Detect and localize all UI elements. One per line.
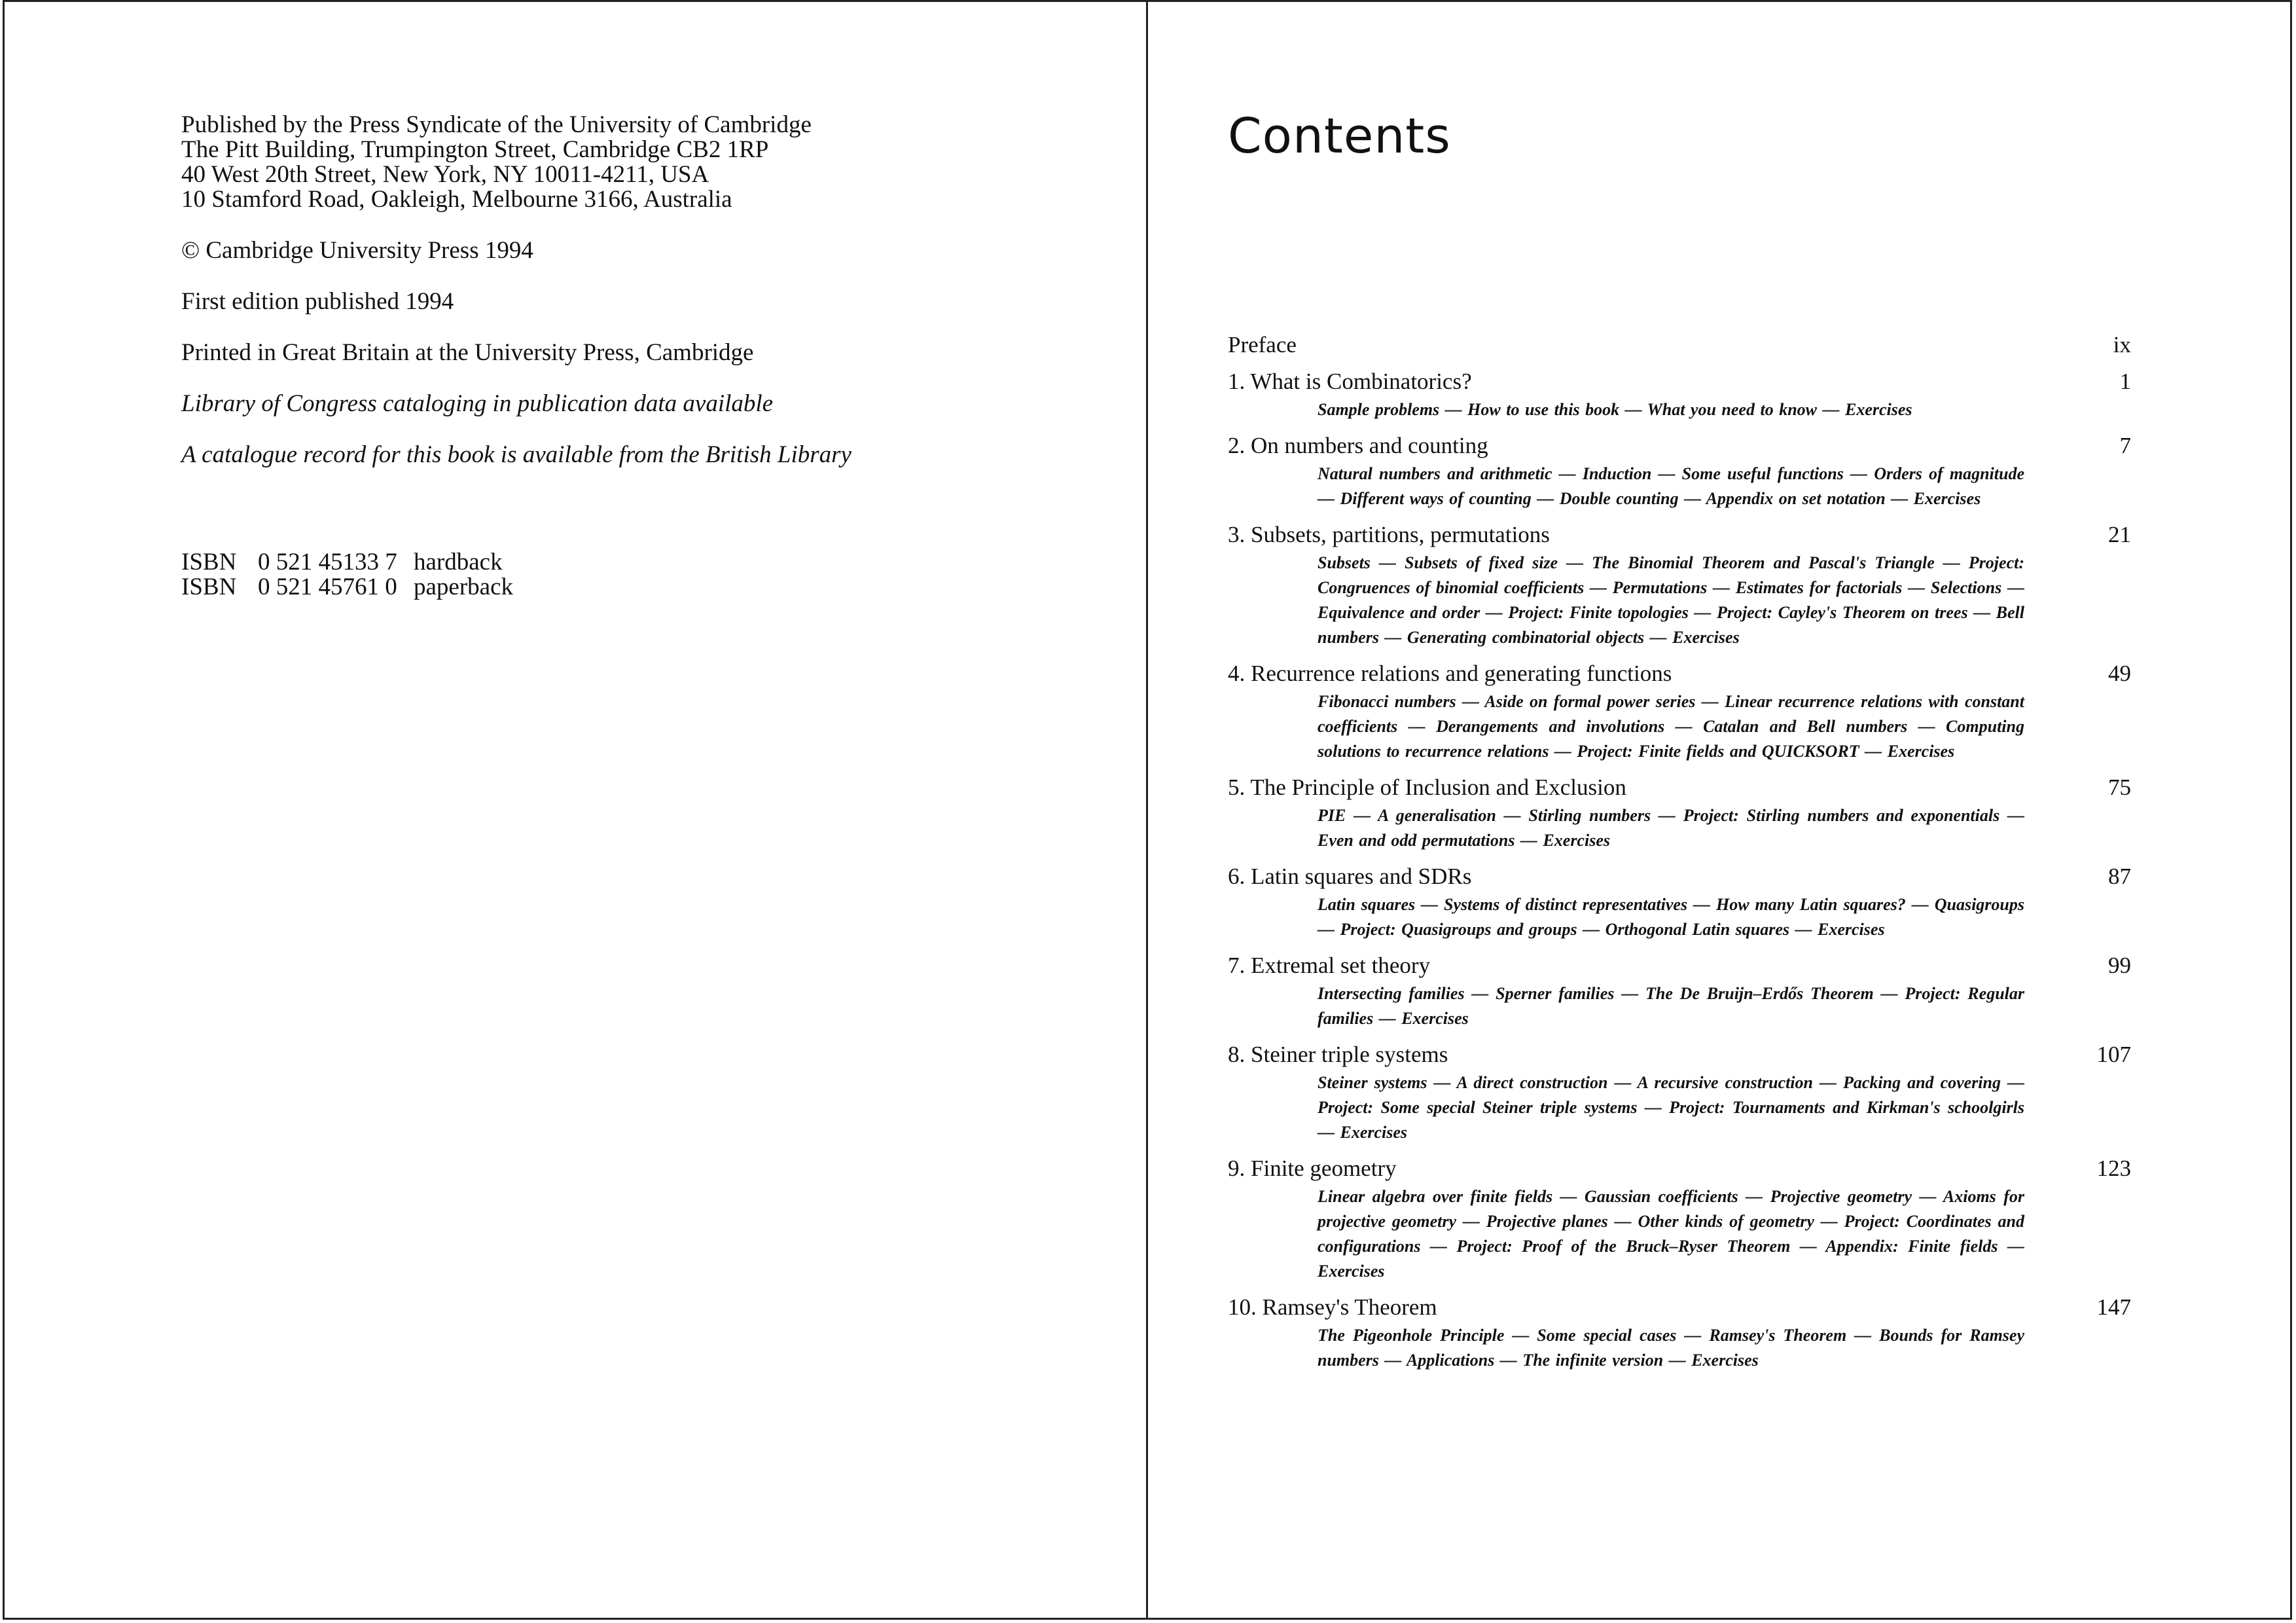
toc-entry-page: 123 (2096, 1156, 2131, 1181)
toc-entry-page: 107 (2096, 1042, 2131, 1067)
toc-entry-heading (1228, 1040, 2131, 1069)
toc-entry-title: 10. Ramsey's Theorem (1228, 1294, 1437, 1320)
isbn-number: 0 521 45761 0 (258, 574, 397, 600)
toc-entry-page: 7 (2119, 433, 2131, 458)
toc-entry-summary: Linear algebra over finite fields — Gaussian coefficients — Projective geometry — Axioms for projective geometry — Projective planes — Other kinds of geometry — Project: Coordinates and configurations — Project: Proof of the Bruck–Ryser Theorem — Appendix: Finite fields — Exercises (1318, 1187, 2024, 1281)
toc-entry-summary: Natural numbers and arithmetic — Induction — Some useful functions — Orders of magnitude — Different ways of counting — Double counting — Appendix on set notation — Exercises (1318, 464, 2024, 508)
toc-entry-title: 5. The Principle of Inclusion and Exclusion (1228, 775, 1626, 800)
toc-entry-heading (1228, 951, 2131, 980)
toc-entry-heading (1228, 1293, 2131, 1322)
toc-entry-heading (1228, 331, 2131, 359)
toc-entry-summary: Sample problems — How to use this book — What you need to know — Exercises (1318, 400, 1912, 419)
publisher-address-line: 40 West 20th Street, New York, NY 10011-4211, USA (181, 161, 709, 188)
toc-entry-page: 49 (2108, 661, 2131, 686)
toc-entry-preface (1228, 331, 2131, 359)
toc-entry-page: 1 (2119, 369, 2131, 394)
toc-entry-heading (1228, 862, 2131, 891)
copyright-page (181, 113, 1098, 600)
british-library-note: A catalogue record for this book is available from the British Library (181, 441, 852, 468)
library-of-congress-note: Library of Congress cataloging in publication data available (181, 390, 774, 417)
toc-entry-title: 6. Latin squares and SDRs (1228, 864, 1472, 889)
isbn-binding: paperback (414, 574, 514, 600)
toc-entry-page: 147 (2096, 1294, 2131, 1320)
publisher-address (181, 113, 1098, 212)
toc-entry-title: 8. Steiner triple systems (1228, 1042, 1448, 1067)
toc-entry-summary: Fibonacci numbers — Aside on formal power series — Linear recurrence relations with constant coefficients — Derangements and involutions — Catalan and Bell numbers — Computing solutions to recurrence relations — Project: Finite fields and QUICKSORT — Exercises (1318, 692, 2024, 761)
toc-entry-title: 4. Recurrence relations and generating functions (1228, 661, 1672, 686)
isbn-line-paperback (181, 575, 1098, 600)
toc-entry-summary: Subsets — Subsets of fixed size — The Binomial Theorem and Pascal's Triangle — Project: Congruences of binomial coefficients — Permutations — Estimates for factorials — Selections — Equivalence and order — Project: Finite topologies — Project: Cayley's Theorem on trees — Bell numbers — Generating combinatorial objects — Exercises (1318, 553, 2024, 647)
publisher-address-line: Published by the Press Syndicate of the University of Cambridge (181, 111, 812, 138)
toc-entry-title: 9. Finite geometry (1228, 1156, 1397, 1181)
toc-entry-summary: Latin squares — Systems of distinct representatives — How many Latin squares? — Quasigroups — Project: Quasigroups and groups — Orthogonal Latin squares — Exercises (1318, 895, 2024, 939)
toc-entry-chapter-10 (1228, 1293, 2131, 1373)
toc-entry-chapter-9 (1228, 1154, 2131, 1284)
toc-entry-page: ix (2113, 332, 2131, 357)
isbn-label: ISBN (181, 549, 237, 575)
publisher-address-line: The Pitt Building, Trumpington Street, Cambridge CB2 1RP (181, 136, 769, 163)
isbn-binding: hardback (414, 549, 503, 575)
toc-entry-chapter-4 (1228, 659, 2131, 764)
toc-entry-heading (1228, 773, 2131, 802)
toc-entry-chapter-8 (1228, 1040, 2131, 1145)
toc-entry-chapter-5 (1228, 773, 2131, 853)
publisher-address-line: 10 Stamford Road, Oakleigh, Melbourne 3166, Australia (181, 186, 732, 213)
toc-entry-summary: PIE — A generalisation — Stirling numbers — Project: Stirling numbers and exponentials — Even and odd permutations — Exercises (1318, 806, 2024, 850)
toc-entry-page: 87 (2108, 864, 2131, 889)
toc-entry-heading (1228, 431, 2131, 460)
toc-entry-heading (1228, 659, 2131, 688)
toc-entry-summary: The Pigeonhole Principle — Some special cases — Ramsey's Theorem — Bounds for Ramsey numbers — Applications — The infinite version — Exercises (1318, 1326, 2024, 1370)
toc-entry-chapter-3 (1228, 520, 2131, 650)
toc-entry-summary: Steiner systems — A direct construction — A recursive construction — Packing and covering — Project: Some special Steiner triple systems — Project: Tournaments and Kirkman's schoolgirls — Exercises (1318, 1073, 2024, 1142)
toc-entry-chapter-7 (1228, 951, 2131, 1031)
copyright-notice: © Cambridge University Press 1994 (181, 237, 533, 264)
contents-title: Contents (1228, 108, 1451, 164)
toc-entry-title: Preface (1228, 332, 1297, 357)
toc-entry-chapter-1 (1228, 367, 2131, 422)
toc-entry-title: 3. Subsets, partitions, permutations (1228, 522, 1550, 547)
toc-entry-heading (1228, 367, 2131, 396)
toc-entry-title: 2. On numbers and counting (1228, 433, 1488, 458)
toc-entry-title: 1. What is Combinatorics? (1228, 369, 1472, 394)
toc-entry-heading (1228, 520, 2131, 549)
isbn-line-hardback (181, 550, 1098, 575)
toc-entry-title: 7. Extremal set theory (1228, 953, 1431, 978)
toc-entry-page: 21 (2108, 522, 2131, 547)
toc-entry-page: 75 (2108, 775, 2131, 800)
isbn-label: ISBN (181, 574, 237, 600)
toc-entry-chapter-2 (1228, 431, 2131, 511)
isbn-number: 0 521 45133 7 (258, 549, 397, 575)
toc-entry-page: 99 (2108, 953, 2131, 978)
isbn-block (181, 550, 1098, 600)
first-edition-note: First edition published 1994 (181, 288, 454, 315)
table-of-contents (1228, 331, 2131, 1382)
toc-entry-chapter-6 (1228, 862, 2131, 942)
page-gutter-divider (1146, 0, 1148, 1620)
printed-note: Printed in Great Britain at the University Press, Cambridge (181, 339, 754, 366)
toc-entry-summary: Intersecting families — Sperner families — The De Bruijn–Erdős Theorem — Project: Regular families — Exercises (1318, 984, 2024, 1028)
toc-entry-heading (1228, 1154, 2131, 1183)
